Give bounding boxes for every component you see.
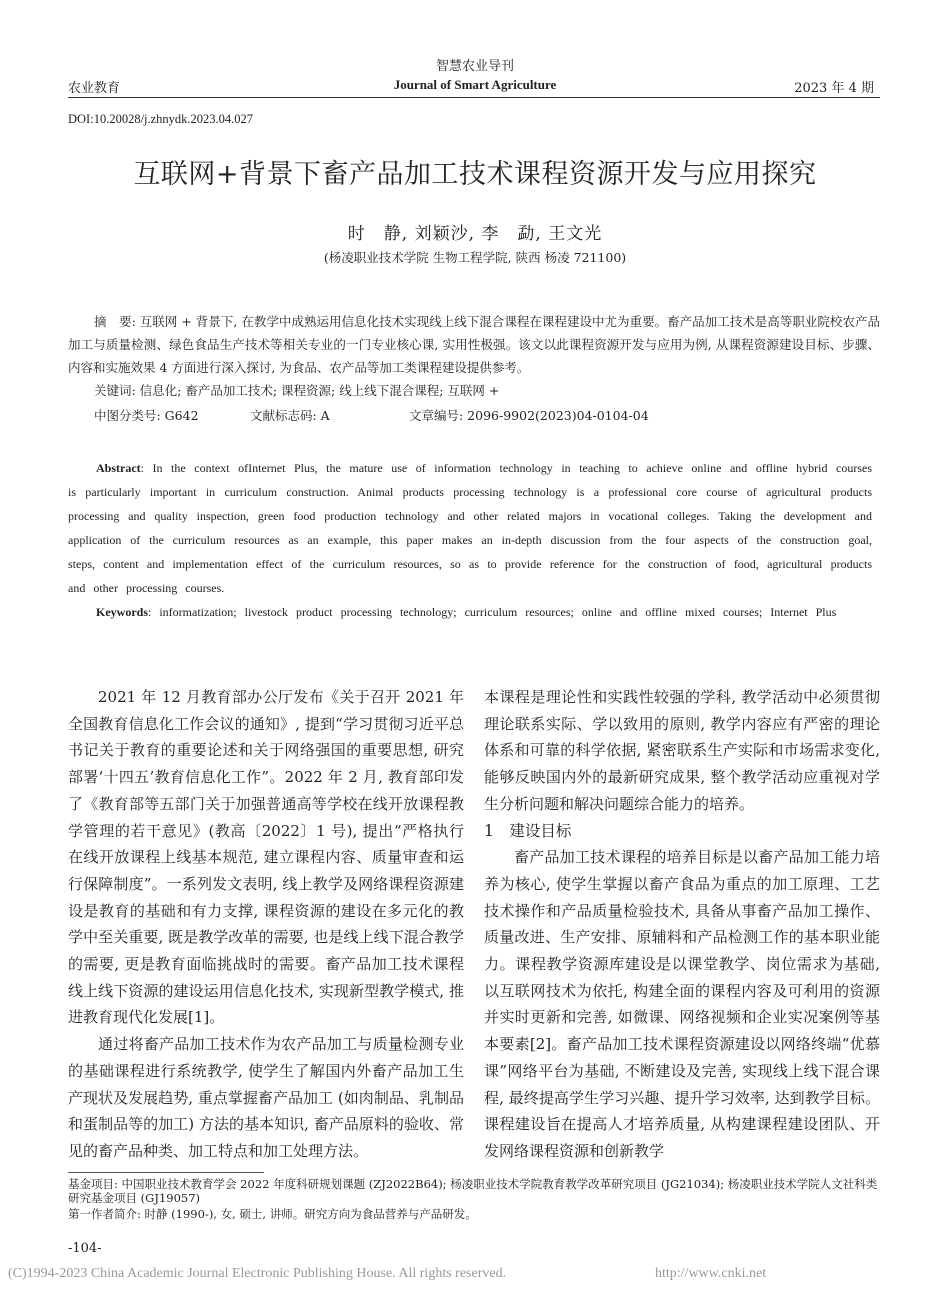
footnote-rule (68, 1172, 264, 1173)
body-paragraph: 2021 年 12 月教育部办公厅发布《关于召开 2021 年全国教育信息化工作会议的通知》, 提到“学习贯彻习近平总书记关于教育的重要论述和关于网络强国的重要思想, 研究部署‘十四五’教育信息化工作”。2022 年 2 月, 教育部印发了《教育部等五部门关于加强普通高等学校在线开放课程教学管理的若干意见》(教高〔2022〕1 号), 提出“严格执行在线开放课程上线基本规范, 建立课程内容、质量审查和运行保障制度”。一系列发文表明, 线上教学及网络课程资源建设是教育的基础和有力支撑, 课程资源的建设在多元化的教学中至关重要, 既是教学改革的需要, 也是线上线下混合教学的需要, 更是教育面临挑战时的需要。畜产品加工技术课程线上线下资源的建设运用信息化技术, 实现新型教学模式, 推进教育现代化发展[1]。 (68, 688, 464, 1027)
abstract-en-text: : In the context ofInternet Plus, the mature use of information technology in teaching to achieve online and offline hybrid courses is particularly important in curriculum construction. Animal products processing technology is a professional core course of agricultural products processing and quality inspection, green food production technology and other related majors in vocational colleges. Taking the development and application of the curriculum resources as an example, this paper makes an in-depth discussion from the four aspects of the construction goal, steps, content and implementation effect of the curriculum resources, so as to provide reference for the construction of food, agricultural products and other processing courses. (68, 461, 872, 595)
doi: DOI:10.20028/j.zhnydk.2023.04.027 (68, 112, 254, 126)
footnote-author: 第一作者简介: 时静 (1990-), 女, 硕士, 讲师。研究方向为食品营养与产品研发。 (68, 1207, 477, 1221)
keywords-cn: 关键词: 信息化; 畜产品加工技术; 课程资源; 线上线下混合课程; 互联网 + (94, 383, 500, 398)
abstract-en (68, 456, 872, 600)
article-number: 文章编号: 2096-9902(2023)04-0104-04 (409, 408, 649, 423)
clc-number: 中图分类号: G642 (94, 408, 199, 423)
section-heading: 1 建设目标 (484, 821, 572, 840)
header-rule (68, 97, 880, 98)
document-code: 文献标志码: A (250, 408, 330, 423)
keywords-en (68, 600, 872, 624)
body-paragraph: 本课程是理论性和实践性较强的学科, 教学活动中必须贯彻理论联系实际、学以致用的原则, 教学内容应有严密的理论体系和可靠的科学依据, 紧密联系生产实际和市场需求变化, 能够反映国内外的最新研究成果, 整个教学活动应重视对学生分析问题和解决问题综合能力的培养。 (484, 688, 880, 813)
affiliation: (杨凌职业技术学院 生物工程学院, 陕西 杨凌 721100) (323, 250, 627, 265)
journal-cn-name: 智慧农业导刊 (435, 59, 514, 74)
issue-label: 2023 年 4 期 (794, 81, 874, 96)
keywords-en-text: : informatization; livestock product processing technology; curriculum resources; online and offline mixed courses; Internet Plus (148, 605, 837, 619)
body-right-column (484, 684, 880, 1165)
footnote-funding: 基金项目: 中国职业技术教育学会 2022 年度科研规划课题 (ZJ2022B64); 杨凌职业技术学院教育教学改革研究项目 (JG21034); 杨凌职业技术学院人文社科类研究基金项目 (GJ19057) (68, 1177, 878, 1205)
author-list: 时 静, 刘颖沙, 李 勐, 王文光 (347, 224, 603, 244)
paper-title: 互联网+背景下畜产品加工技术课程资源开发与应用探究 (133, 159, 817, 190)
body-paragraph: 通过将畜产品加工技术作为农产品加工与质量检测专业的基础课程进行系统教学, 使学生了解国内外畜产品加工生产现状及发展趋势, 重点掌握畜产品加工 (如肉制品、乳制品和蛋制品等的加工) 方法的基本知识, 畜产品原料的验收、常见的畜产品种类、加工特点和加工处理方法。 (68, 1035, 464, 1160)
abstract-cn: 摘 要: 互联网 + 背景下, 在教学中成熟运用信息化技术实现线上线下混合课程在课程建设中尤为重要。畜产品加工技术是高等职业院校农产品加工与质量检测、绿色食品生产技术等相关专业的一门专业核心课, 实用性极强。该文以此课程资源开发与应用为例, 从课程资源建设目标、步骤、内容和实施效果 4 方面进行深入探讨, 为食品、农产品等加工类课程建设提供参考。 (68, 314, 880, 375)
page-number: -104- (68, 1241, 102, 1256)
body-paragraph: 畜产品加工技术课程的培养目标是以畜产品加工能力培养为核心, 使学生掌握以畜产食品为重点的加工原理、工艺技术操作和产品质量检验技术, 具备从事畜产品加工操作、质量改进、生产安排、原辅料和产品检测工作的基本职业能力。课程教学资源库建设是以课堂教学、岗位需求为基础, 以互联网技术为依托, 构建全面的课程内容及可利用的资源并实时更新和完善, 如微课、网络视频和企业实况案例等基本要素[2]。畜产品加工技术课程资源建设以网络终端“优慕课”网络平台为基础, 不断建设及完善, 实现线上线下混合课程, 最终提高学生学习兴趣、提升学习效率, 达到教学目标。课程建设旨在提高人才培养质量, 从构建课程建设团队、开发网络课程资源和创新教学 (484, 848, 880, 1160)
journal-en-name: Journal of Smart Agriculture (393, 77, 557, 92)
copyright-text: (C)1994-2023 China Academic Journal Electronic Publishing House. All rights reserved. (8, 1266, 507, 1281)
abstract-en-label: Abstract (96, 461, 141, 475)
cnki-url[interactable]: http://www.cnki.net (655, 1266, 767, 1281)
body-left-column (68, 684, 464, 1165)
section-label: 农业教育 (68, 81, 121, 96)
keywords-en-label: Keywords (96, 605, 148, 619)
